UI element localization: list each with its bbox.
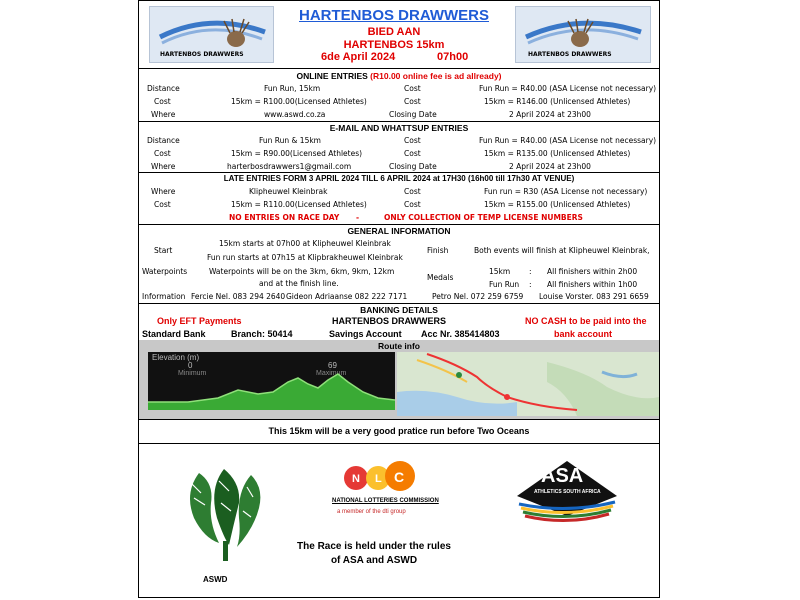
medals-label: Medals [427,273,454,282]
row-label: Where [151,187,176,196]
page-title: HARTENBOS DRAWWERS [299,7,489,24]
asa-name: ASA [541,465,584,487]
row-label: Distance [147,84,180,93]
row-value: Klipheuwel Kleinbrak [249,187,328,196]
aswd-logo-icon [179,463,269,573]
no-cash-note-1: NO CASH to be paid into the [525,316,647,326]
no-cash-note-2: bank account [554,329,613,339]
finish-text: Both events will finish at Klipheuwel Kleinbrak, [474,246,650,255]
late-heading: LATE ENTRIES FORM 3 APRIL 2024 TILL 6 APRIL 2024 at 17H30 (16h00 till 17h30 AT VENUE) [223,174,575,183]
start-15km: 15km starts at 07h00 at Klipheuwel Kleinbrak [219,239,391,248]
row-label: Cost [154,200,171,209]
row-label: Cost [404,84,421,93]
practice-note: This 15km will be a very good pratice run before Two Oceans [268,426,530,436]
event-time: 07h00 [437,51,469,63]
row-value: Fun Run = R40.00 (ASA License not necessary) [479,84,657,93]
row-value: www.aswd.co.za [264,110,326,119]
asa-sub: ATHLETICS SOUTH AFRICA [534,489,601,495]
club-logo-left [149,6,274,63]
water-label: Waterpoints [142,267,188,276]
elevation-chart [148,352,395,410]
divider [139,224,659,225]
rules-line-2: of ASA and ASWD [330,555,418,566]
water-text-2: and at the finish line. [259,279,339,288]
medal-colon: : [529,267,532,276]
bied-aan: BIED AAN [367,26,421,38]
warning-dash: - [356,213,360,222]
row-value: harterbosdrawwers1@gmail.com [227,162,352,171]
event-date: 6de April 2024 [321,51,396,63]
row-label: Cost [404,187,421,196]
email-heading: E-MAIL AND WHATTSUP ENTRIES [329,123,469,133]
banking-heading: BANKING DETAILS [360,305,438,315]
info-label: Information [142,292,186,301]
divider [139,172,659,173]
branch-code: Branch: 50414 [231,329,293,339]
row-label: Where [151,162,176,171]
medal-dist: Fun Run [489,280,520,289]
row-value: Fun Run, 15km [264,84,321,93]
start-funrun: Fun run starts at 07h15 at Klipbrakheuwel Kleinbrak [207,253,403,262]
row-value: Fun run = R30 (ASA License not necessary) [484,187,648,196]
row-label: Cost [404,136,421,145]
max-value: 69 [328,361,337,370]
row-value: 15km = R135.00 (Unlicensed Athletes) [484,149,631,158]
online-fee-note: (R10.00 online fee is ad allready) [370,71,502,81]
water-text-1: Waterpoints will be on the 3km, 6km, 9km, 12km [209,267,395,276]
contact: Petro Nel. 072 259 6759 [432,292,524,301]
account-name: HARTENBOS DRAWWERS [332,316,446,326]
general-heading: GENERAL INFORMATION [347,226,451,236]
account-number: Acc Nr. 385414803 [421,329,500,339]
divider [139,443,659,444]
aswd-label: ASWD [203,575,228,584]
row-label: Closing Date [389,162,437,171]
race-flyer [138,0,660,598]
row-label: Cost [404,149,421,158]
contact: Fercie Nel. 083 294 2640 [191,292,286,301]
row-label: Cost [154,149,171,158]
min-value: 0 [188,361,193,370]
left-logo-text: HARTENBOS DRAWWERS [160,51,244,58]
nlc-logo-icon [336,456,426,496]
row-value: 2 April 2024 at 23h00 [509,110,591,119]
eft-note: Only EFT Payments [157,316,242,326]
right-logo-text: HARTENBOS DRAWWERS [528,51,612,58]
row-value: 15km = R155.00 (Unlicensed Athletes) [484,200,631,209]
medal-text: All finishers within 2h00 [547,267,638,276]
elevation-title: Elevation (m) [152,353,200,362]
account-type: Savings Account [329,329,402,339]
divider [139,68,659,69]
row-value: 15km = R90.00(Licensed Athletes) [231,149,363,158]
medal-text: All finishers within 1h00 [547,280,638,289]
nlc-name: NATIONAL LOTTERIES COMMISSION [332,498,439,504]
row-label: Distance [147,136,180,145]
finish-label: Finish [427,246,449,255]
rules-line-1: The Race is held under the rules [297,541,451,552]
row-value: 2 April 2024 at 23h00 [509,162,591,171]
club-logo-right [515,6,651,63]
row-label: Cost [404,200,421,209]
online-heading-text: ONLINE ENTRIES [296,71,368,81]
no-entries-warning: NO ENTRIES ON RACE DAY [229,213,340,222]
row-label: Cost [154,97,171,106]
contact: Gideon Adriaanse 082 222 7171 [286,292,408,301]
row-value: Fun Run & 15km [259,136,321,145]
bank-name: Standard Bank [142,329,206,339]
row-label: Cost [404,97,421,106]
medal-colon: : [529,280,532,289]
max-label: Maximum [316,370,347,377]
elevation-profile [148,352,395,410]
start-label: Start [154,246,173,255]
contact: Louise Vorster. 083 291 6659 [539,292,649,301]
route-map-graphic [397,352,659,416]
temp-license-warning: ONLY COLLECTION OF TEMP LICENSE NUMBERS [384,213,583,222]
row-label: Where [151,110,176,119]
row-value: 15km = R110.00(Licensed Athletes) [231,200,367,209]
medal-dist: 15km [489,267,511,276]
row-value: 15km = R100.00(Licensed Athletes) [231,97,367,106]
row-value: Fun Run = R40.00 (ASA License not necessary) [479,136,657,145]
row-value: 15km = R146.00 (Unlicensed Athletes) [484,97,631,106]
route-map [397,352,659,416]
divider [139,303,659,304]
min-label: Minimum [178,370,207,377]
event-name: HARTENBOS 15km [343,39,445,51]
nlc-sub: a member of the dti group [337,509,406,515]
route-heading: Route info [377,341,421,351]
svg-text:N: N [352,473,360,485]
svg-text:C: C [394,469,405,485]
row-label: Closing Date [389,110,437,119]
online-heading [139,71,659,81]
divider [139,419,659,420]
svg-text:L: L [375,473,382,485]
divider [139,121,659,122]
